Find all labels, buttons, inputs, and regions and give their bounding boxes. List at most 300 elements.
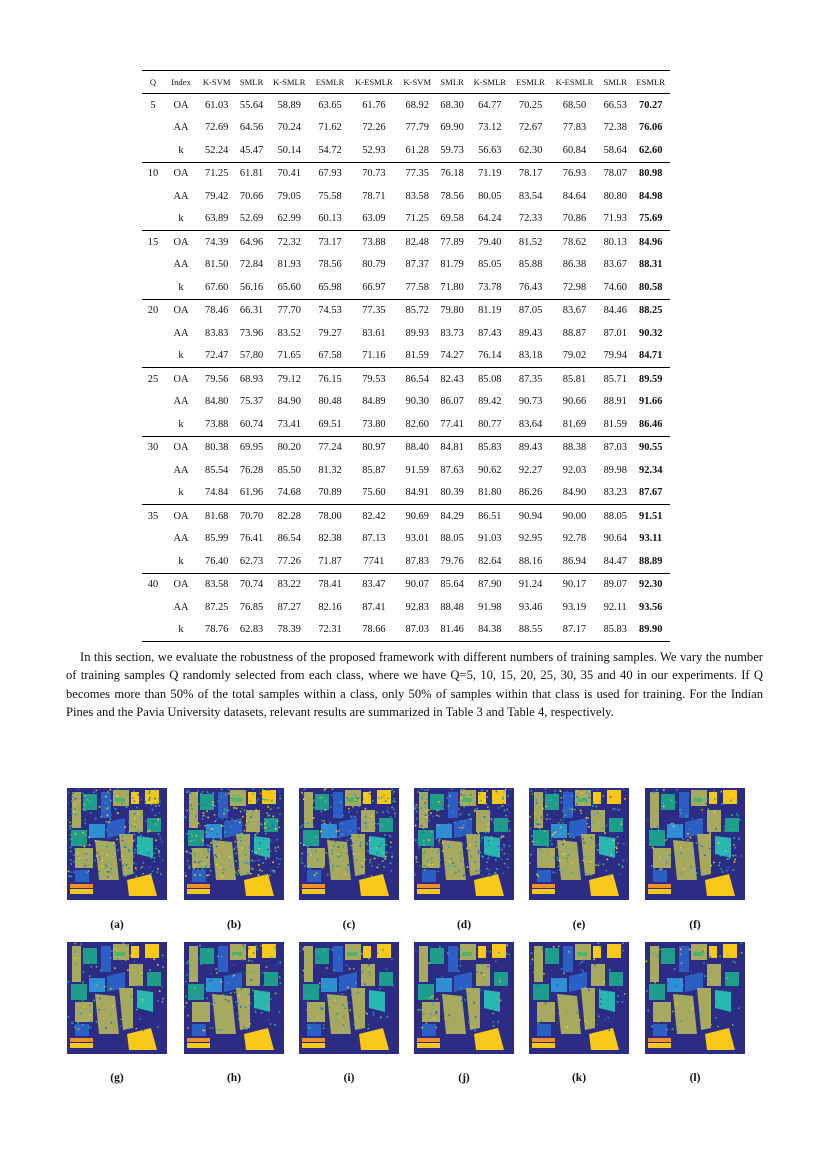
- index-cell: k: [178, 418, 184, 430]
- value-cell: 76.43: [518, 281, 543, 293]
- value-cell: 92.95: [518, 533, 543, 545]
- value-cell: 70.74: [235, 573, 267, 596]
- value-cell: 59.73: [440, 144, 464, 156]
- value-cell: 92.78: [562, 533, 587, 545]
- value-cell: 91.59: [405, 464, 429, 476]
- value-cell: 77.24: [311, 436, 350, 459]
- value-cell: 52.69: [239, 213, 264, 225]
- q-cell: [142, 413, 164, 436]
- value-cell: 79.02: [562, 350, 587, 362]
- value-cell: 74.39: [198, 231, 235, 254]
- value-cell: 92.27: [518, 464, 543, 476]
- q-cell: 30: [142, 436, 164, 459]
- table-header: [142, 71, 670, 94]
- q-cell: 35: [142, 505, 164, 528]
- q-cell: [142, 208, 164, 231]
- value-cell: 89.98: [603, 464, 627, 476]
- value-cell: 71.65: [277, 350, 301, 362]
- table-row: [142, 162, 670, 185]
- value-cell: 77.35: [399, 162, 436, 185]
- value-cell: 70.66: [239, 190, 264, 202]
- value-cell: 66.31: [235, 299, 267, 322]
- value-cell: 79.12: [268, 368, 311, 391]
- value-cell: 86.46: [639, 418, 663, 430]
- table-row: [142, 368, 670, 391]
- classification-map: [299, 942, 399, 1054]
- value-cell: 81.32: [318, 464, 342, 476]
- value-cell: 89.59: [631, 368, 670, 391]
- value-cell: 90.17: [550, 573, 599, 596]
- value-cell: 68.92: [405, 99, 429, 111]
- value-cell: 64.96: [235, 231, 267, 254]
- panel-label: (b): [226, 919, 242, 931]
- value-cell: 91.66: [639, 396, 663, 408]
- classification-map: [299, 788, 399, 900]
- value-cell: 70.70: [235, 505, 267, 528]
- value-cell: 80.39: [440, 487, 464, 499]
- value-cell: 80.38: [198, 436, 235, 459]
- column-header: K-SMLR: [268, 71, 311, 94]
- map-image: [184, 942, 284, 1054]
- value-cell: 74.60: [603, 281, 627, 293]
- value-cell: 88.87: [562, 327, 587, 339]
- index-cell: AA: [173, 396, 189, 408]
- value-cell: 86.26: [518, 487, 543, 499]
- value-cell: 93.01: [405, 533, 429, 545]
- panel-label: (a): [110, 919, 124, 931]
- value-cell: 52.24: [205, 144, 229, 156]
- value-cell: 80.79: [362, 259, 386, 271]
- value-cell: 71.62: [318, 122, 342, 134]
- value-cell: 76.93: [550, 162, 599, 185]
- value-cell: 90.30: [405, 396, 429, 408]
- value-cell: 82.38: [318, 533, 342, 545]
- results-table: [142, 70, 670, 642]
- value-cell: 61.03: [205, 99, 229, 111]
- table-row: [142, 208, 670, 231]
- value-cell: 74.53: [311, 299, 350, 322]
- value-cell: 81.59: [603, 418, 627, 430]
- value-cell: 92.03: [562, 464, 587, 476]
- value-cell: 71.80: [440, 281, 464, 293]
- value-cell: 88.05: [440, 533, 464, 545]
- value-cell: 72.32: [268, 231, 311, 254]
- value-cell: 75.69: [639, 213, 663, 225]
- value-cell: 69.58: [440, 213, 464, 225]
- value-cell: 88.05: [599, 505, 631, 528]
- index-cell: OA: [164, 299, 198, 322]
- index-cell: AA: [173, 601, 189, 613]
- column-header: Q: [142, 71, 164, 94]
- value-cell: 65.98: [318, 281, 342, 293]
- index-cell: k: [178, 487, 184, 499]
- value-cell: 86.07: [440, 396, 464, 408]
- value-cell: 70.27: [639, 99, 663, 111]
- value-cell: 90.94: [511, 505, 550, 528]
- index-cell: k: [178, 213, 184, 225]
- value-cell: 85.99: [205, 533, 229, 545]
- value-cell: 87.03: [399, 619, 436, 642]
- value-cell: 85.54: [205, 464, 229, 476]
- panel-label: (l): [689, 1072, 701, 1084]
- value-cell: 73.41: [277, 418, 301, 430]
- value-cell: 90.73: [518, 396, 543, 408]
- classification-map: [67, 942, 167, 1054]
- value-cell: 71.87: [318, 555, 342, 567]
- index-cell: OA: [164, 436, 198, 459]
- panel-label: (e): [572, 919, 586, 931]
- value-cell: 85.81: [550, 368, 599, 391]
- value-cell: 92.30: [631, 573, 670, 596]
- value-cell: 78.39: [268, 619, 311, 642]
- q-cell: [142, 254, 164, 277]
- index-cell: k: [178, 281, 184, 293]
- q-cell: 20: [142, 299, 164, 322]
- index-cell: AA: [173, 464, 189, 476]
- value-cell: 73.88: [349, 231, 398, 254]
- table-row: [142, 117, 670, 140]
- value-cell: 83.67: [550, 299, 599, 322]
- value-cell: 79.27: [318, 327, 342, 339]
- q-cell: [142, 345, 164, 368]
- panel-label: (d): [456, 919, 472, 931]
- value-cell: 66.97: [362, 281, 386, 293]
- panel-label: (f): [689, 919, 701, 931]
- value-cell: 91.98: [478, 601, 502, 613]
- value-cell: 85.83: [468, 436, 511, 459]
- classification-map: [414, 788, 514, 900]
- value-cell: 58.89: [277, 99, 301, 111]
- q-cell: [142, 528, 164, 551]
- value-cell: 81.46: [436, 619, 468, 642]
- value-cell: 55.64: [239, 99, 264, 111]
- value-cell: 72.38: [603, 122, 627, 134]
- value-cell: 80.05: [478, 190, 502, 202]
- value-cell: 83.61: [362, 327, 386, 339]
- header-row: [142, 71, 670, 94]
- map-image: [414, 942, 514, 1054]
- column-header: ESMLR: [511, 71, 550, 94]
- table-row: [142, 299, 670, 322]
- value-cell: 87.37: [405, 259, 429, 271]
- value-cell: 76.14: [478, 350, 502, 362]
- value-cell: 79.76: [440, 555, 464, 567]
- value-cell: 84.46: [599, 299, 631, 322]
- value-cell: 60.74: [239, 418, 264, 430]
- value-cell: 88.55: [511, 619, 550, 642]
- table-row: [142, 573, 670, 596]
- value-cell: 85.87: [362, 464, 386, 476]
- value-cell: 84.38: [468, 619, 511, 642]
- value-cell: 77.41: [440, 418, 464, 430]
- value-cell: 77.26: [277, 555, 301, 567]
- value-cell: 83.23: [603, 487, 627, 499]
- value-cell: 66.53: [603, 99, 627, 111]
- q-cell: [142, 276, 164, 299]
- value-cell: 60.13: [318, 213, 342, 225]
- value-cell: 74.84: [205, 487, 229, 499]
- value-cell: 75.37: [239, 396, 264, 408]
- value-cell: 65.60: [277, 281, 301, 293]
- value-cell: 91.51: [631, 505, 670, 528]
- map-image: [529, 788, 629, 900]
- value-cell: 88.31: [639, 259, 663, 271]
- index-cell: AA: [173, 190, 189, 202]
- value-cell: 83.54: [518, 190, 543, 202]
- value-cell: 64.77: [478, 99, 502, 111]
- value-cell: 90.07: [399, 573, 436, 596]
- value-cell: 84.90: [277, 396, 301, 408]
- value-cell: 92.11: [603, 601, 627, 613]
- column-header: ESMLR: [311, 71, 350, 94]
- value-cell: 87.90: [468, 573, 511, 596]
- value-cell: 67.58: [318, 350, 342, 362]
- value-cell: 81.69: [562, 418, 587, 430]
- value-cell: 56.63: [478, 144, 502, 156]
- value-cell: 83.73: [440, 327, 464, 339]
- value-cell: 82.43: [436, 368, 468, 391]
- value-cell: 84.29: [436, 505, 468, 528]
- value-cell: 78.71: [362, 190, 386, 202]
- value-cell: 93.56: [639, 601, 663, 613]
- value-cell: 79.42: [205, 190, 229, 202]
- map-image: [645, 788, 745, 900]
- value-cell: 88.38: [550, 436, 599, 459]
- value-cell: 90.00: [550, 505, 599, 528]
- value-cell: 80.77: [478, 418, 502, 430]
- value-cell: 85.88: [518, 259, 543, 271]
- value-cell: 78.56: [318, 259, 342, 271]
- value-cell: 87.83: [405, 555, 429, 567]
- value-cell: 69.90: [440, 122, 464, 134]
- value-cell: 81.52: [511, 231, 550, 254]
- value-cell: 82.48: [399, 231, 436, 254]
- value-cell: 69.51: [318, 418, 342, 430]
- value-cell: 79.80: [436, 299, 468, 322]
- value-cell: 90.32: [639, 327, 663, 339]
- value-cell: 89.43: [518, 327, 543, 339]
- column-header: K-SVM: [399, 71, 436, 94]
- map-image: [184, 788, 284, 900]
- index-cell: k: [178, 350, 184, 362]
- value-cell: 70.41: [268, 162, 311, 185]
- table-row: [142, 528, 670, 551]
- value-cell: 80.48: [318, 396, 342, 408]
- index-cell: k: [178, 555, 184, 567]
- value-cell: 79.05: [277, 190, 301, 202]
- value-cell: 89.90: [631, 619, 670, 642]
- value-cell: 76.18: [436, 162, 468, 185]
- value-cell: 56.16: [239, 281, 264, 293]
- q-cell: [142, 459, 164, 482]
- value-cell: 88.48: [440, 601, 464, 613]
- q-cell: [142, 391, 164, 414]
- value-cell: 70.89: [318, 487, 342, 499]
- value-cell: 83.58: [198, 573, 235, 596]
- value-cell: 63.09: [362, 213, 386, 225]
- value-cell: 81.50: [205, 259, 229, 271]
- q-cell: [142, 139, 164, 162]
- value-cell: 89.42: [478, 396, 502, 408]
- value-cell: 79.94: [603, 350, 627, 362]
- value-cell: 90.66: [562, 396, 587, 408]
- panel-label: (h): [226, 1072, 242, 1084]
- value-cell: 84.90: [562, 487, 587, 499]
- value-cell: 80.97: [349, 436, 398, 459]
- value-cell: 75.58: [318, 190, 342, 202]
- value-cell: 61.28: [405, 144, 429, 156]
- value-cell: 76.06: [639, 122, 663, 134]
- value-cell: 71.16: [362, 350, 386, 362]
- value-cell: 93.19: [562, 601, 587, 613]
- q-cell: 10: [142, 162, 164, 185]
- value-cell: 73.17: [311, 231, 350, 254]
- value-cell: 83.47: [349, 573, 398, 596]
- column-header: Index: [164, 71, 198, 94]
- q-cell: 25: [142, 368, 164, 391]
- value-cell: 75.60: [362, 487, 386, 499]
- value-cell: 78.17: [511, 162, 550, 185]
- value-cell: 76.15: [311, 368, 350, 391]
- value-cell: 84.47: [603, 555, 627, 567]
- value-cell: 70.73: [349, 162, 398, 185]
- value-cell: 52.93: [362, 144, 386, 156]
- q-cell: 5: [150, 99, 156, 111]
- value-cell: 62.73: [239, 555, 264, 567]
- table-row: [142, 391, 670, 414]
- value-cell: 73.78: [478, 281, 502, 293]
- panel-label: (j): [458, 1072, 470, 1084]
- value-cell: 92.34: [639, 464, 663, 476]
- q-cell: [142, 619, 164, 642]
- index-cell: AA: [173, 259, 189, 271]
- value-cell: 72.67: [518, 122, 543, 134]
- value-cell: 78.56: [440, 190, 464, 202]
- value-cell: 70.24: [277, 122, 301, 134]
- value-cell: 89.93: [405, 327, 429, 339]
- value-cell: 84.98: [639, 190, 663, 202]
- value-cell: 77.89: [436, 231, 468, 254]
- value-cell: 64.56: [239, 122, 264, 134]
- value-cell: 83.52: [277, 327, 301, 339]
- value-cell: 64.24: [478, 213, 502, 225]
- value-cell: 77.58: [405, 281, 429, 293]
- column-header: K-SMLR: [468, 71, 511, 94]
- classification-map: [184, 788, 284, 900]
- value-cell: 80.13: [599, 231, 631, 254]
- q-cell: [142, 550, 164, 573]
- value-cell: 88.25: [631, 299, 670, 322]
- value-cell: 81.93: [277, 259, 301, 271]
- index-cell: AA: [173, 327, 189, 339]
- q-cell: [142, 117, 164, 140]
- value-cell: 84.96: [631, 231, 670, 254]
- value-cell: 73.80: [362, 418, 386, 430]
- value-cell: 77.83: [562, 122, 587, 134]
- column-header: K-ESMLR: [550, 71, 599, 94]
- value-cell: 61.96: [239, 487, 264, 499]
- value-cell: 83.83: [205, 327, 229, 339]
- table-row: [142, 254, 670, 277]
- value-cell: 71.25: [405, 213, 429, 225]
- table-row: [142, 436, 670, 459]
- value-cell: 88.40: [399, 436, 436, 459]
- value-cell: 81.19: [468, 299, 511, 322]
- value-cell: 72.69: [205, 122, 229, 134]
- value-cell: 88.91: [603, 396, 627, 408]
- table-row: [142, 139, 670, 162]
- value-cell: 63.65: [318, 99, 342, 111]
- table-body: [142, 94, 670, 642]
- value-cell: 81.59: [405, 350, 429, 362]
- column-header: K-ESMLR: [349, 71, 398, 94]
- value-cell: 62.99: [277, 213, 301, 225]
- value-cell: 57.80: [239, 350, 264, 362]
- value-cell: 61.76: [362, 99, 386, 111]
- q-cell: 40: [142, 573, 164, 596]
- value-cell: 45.47: [239, 144, 264, 156]
- column-header: SMLR: [436, 71, 468, 94]
- value-cell: 62.60: [639, 144, 663, 156]
- value-cell: 72.98: [562, 281, 587, 293]
- value-cell: 87.17: [550, 619, 599, 642]
- value-cell: 73.12: [478, 122, 502, 134]
- index-cell: OA: [164, 573, 198, 596]
- value-cell: 79.56: [198, 368, 235, 391]
- value-cell: 90.69: [399, 505, 436, 528]
- value-cell: 80.80: [603, 190, 627, 202]
- column-header: K-SVM: [198, 71, 235, 94]
- index-cell: OA: [164, 505, 198, 528]
- value-cell: 77.35: [349, 299, 398, 322]
- value-cell: 81.80: [478, 487, 502, 499]
- value-cell: 74.27: [440, 350, 464, 362]
- index-cell: k: [164, 619, 198, 642]
- classification-map: [414, 942, 514, 1054]
- value-cell: 82.64: [478, 555, 502, 567]
- value-cell: 68.50: [562, 99, 587, 111]
- value-cell: 87.25: [205, 601, 229, 613]
- value-cell: 76.40: [205, 555, 229, 567]
- column-header: ESMLR: [631, 71, 670, 94]
- value-cell: 78.41: [311, 573, 350, 596]
- table-row: [142, 231, 670, 254]
- table-row: [142, 185, 670, 208]
- value-cell: 71.93: [603, 213, 627, 225]
- value-cell: 67.93: [311, 162, 350, 185]
- value-cell: 72.26: [362, 122, 386, 134]
- table-row: [142, 459, 670, 482]
- value-cell: 85.71: [599, 368, 631, 391]
- value-cell: 67.60: [205, 281, 229, 293]
- body-paragraph: In this section, we evaluate the robustness of the proposed framework with different numbers of training samples. We vary the number of training samples Q randomly selected from each class, where we have Q=5, 10, 15, 20, 25, 30, 35 and 40 in our experiments. If Q becomes more than 50% of the total samples within a class, only 50% of samples within that class is used for training. For the Indian Pines and the Pavia University datasets, relevant results are summarized in Table 3 and Table 4, respectively.: [66, 650, 763, 720]
- value-cell: 87.67: [639, 487, 663, 499]
- value-cell: 86.54: [277, 533, 301, 545]
- value-cell: 84.89: [362, 396, 386, 408]
- table-row: [142, 276, 670, 299]
- index-cell: OA: [173, 99, 189, 111]
- value-cell: 62.83: [235, 619, 267, 642]
- column-header: SMLR: [599, 71, 631, 94]
- value-cell: 80.98: [631, 162, 670, 185]
- q-cell: [142, 185, 164, 208]
- value-cell: 76.41: [239, 533, 264, 545]
- value-cell: 90.55: [631, 436, 670, 459]
- map-image: [645, 942, 745, 1054]
- index-cell: AA: [173, 533, 189, 545]
- value-cell: 85.50: [277, 464, 301, 476]
- value-cell: 83.22: [268, 573, 311, 596]
